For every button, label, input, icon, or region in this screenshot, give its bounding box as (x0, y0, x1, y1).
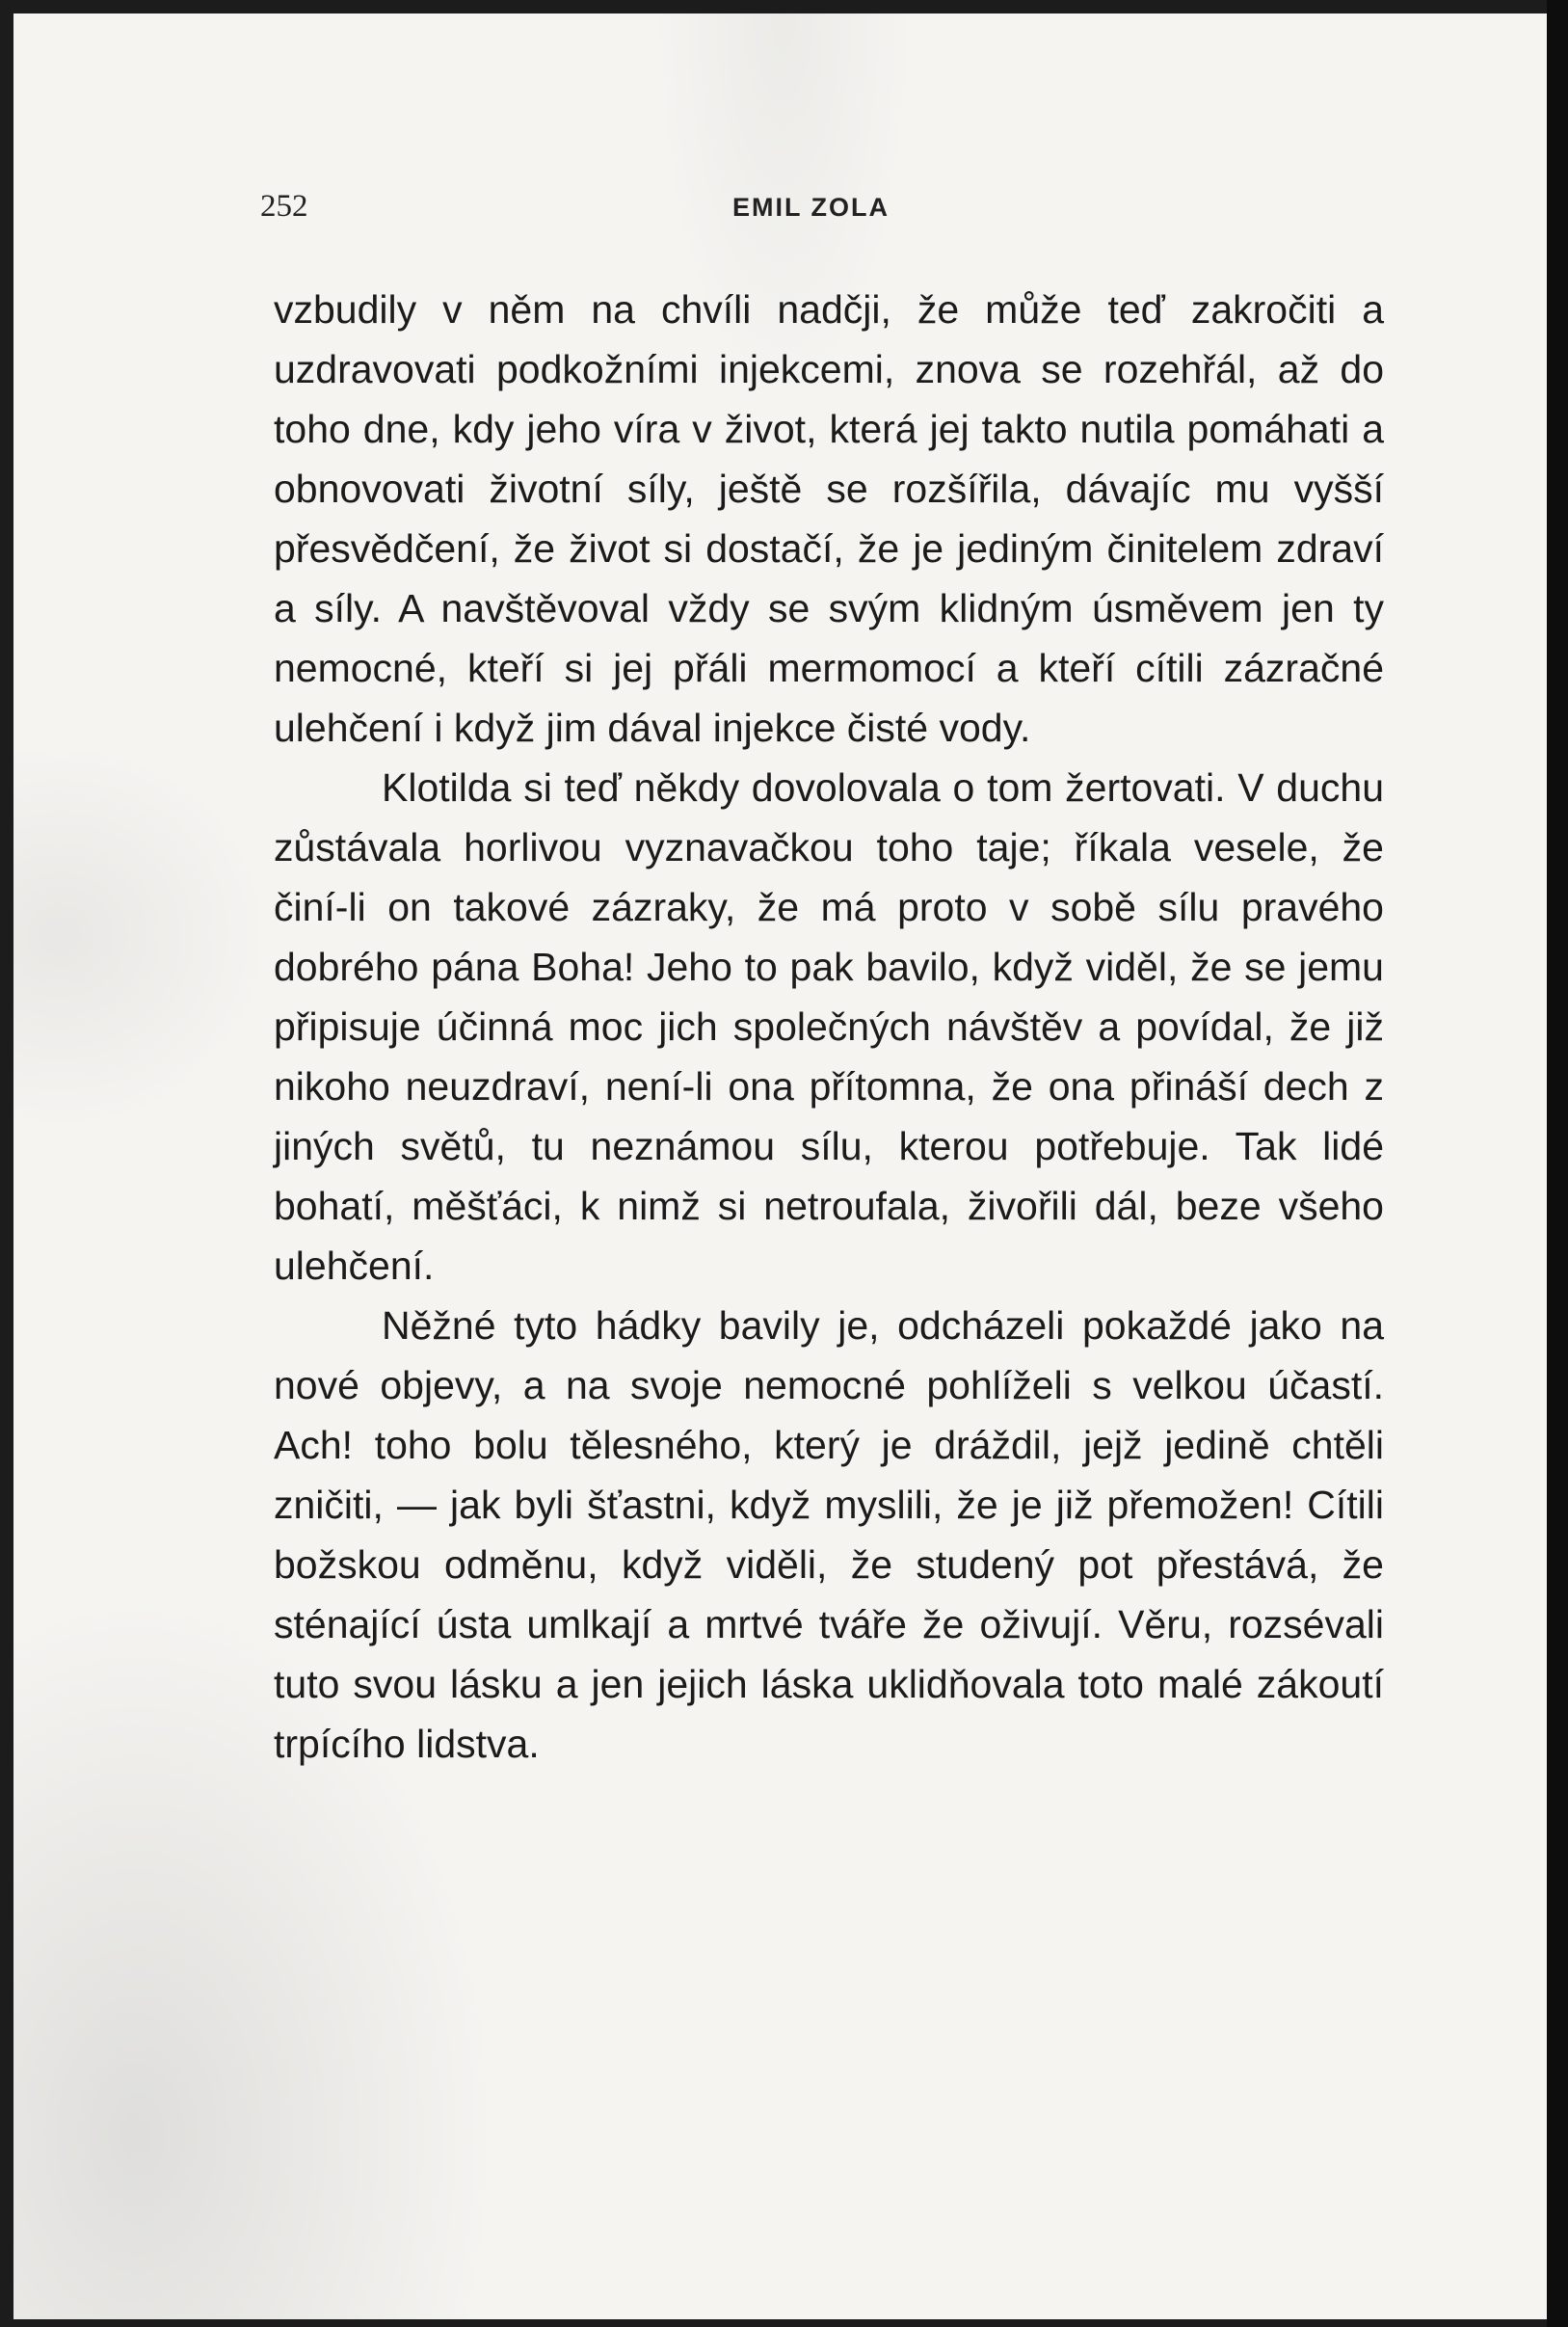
scan-edge (1547, 0, 1568, 2327)
running-head-author: EMIL ZOLA (732, 193, 890, 222)
page-header (260, 189, 935, 227)
paragraph-1: vzbudily v něm na chvíli nadčji, že může teď zakročiti a uzdravovati podkožními injekcemi, znova se rozehřál, až do toho dne, kdy jeho víra v život, která jej takto nutila pomáhati a obnovovati životní síly, ještě se rozšířila, dávajíc mu vyšší přesvědčení, že život si dostačí, že je jediným činitelem zdraví a síly. A navštěvoval vždy se svým klidným úsměvem jen ty nemocné, kteří si jej přáli mermomocí a kteří cítili zázračné ulehčení i když jim dával injekce čisté vody. (274, 287, 1384, 750)
paragraph-3: Něžné tyto hádky bavily je, odcházeli pokaždé jako na nové objevy, a na svoje nemocné pohlíželi s velkou účastí. Ach! toho bolu tělesného, který je dráždil, jejž jedině chtěli zničiti, — jak byli šťastni, když myslili, že je již přemožen! Cítili božskou odměnu, když viděli, že studený pot přestává, že sténající ústa umlkají a mrtvé tváře že oživují. Věru, rozsévali tuto svou lásku a jen jejich láska uklidňovala toto malé zákoutí trpícího lidstva. (274, 1303, 1384, 1766)
page-number: 252 (260, 189, 308, 224)
paragraph-2: Klotilda si teď někdy dovolovala o tom žertovati. V duchu zůstávala horlivou vyznavačkou toho taje; říkala vesele, že činí-li on takové zázraky, že má proto v sobě sílu pravého dobrého pána Boha! Jeho to pak bavilo, když viděl, že se jemu připisuje účinná moc jich společných návštěv a povídal, že již nikoho neuzdraví, není-li ona přítomna, že ona přináší dech z jiných světů, tu neznámou sílu, kterou potřebuje. Tak lidé bohatí, měšťáci, k nimž si netroufala, živořili dál, beze všeho ulehčení. (274, 765, 1384, 1288)
body-text (274, 280, 1384, 1774)
